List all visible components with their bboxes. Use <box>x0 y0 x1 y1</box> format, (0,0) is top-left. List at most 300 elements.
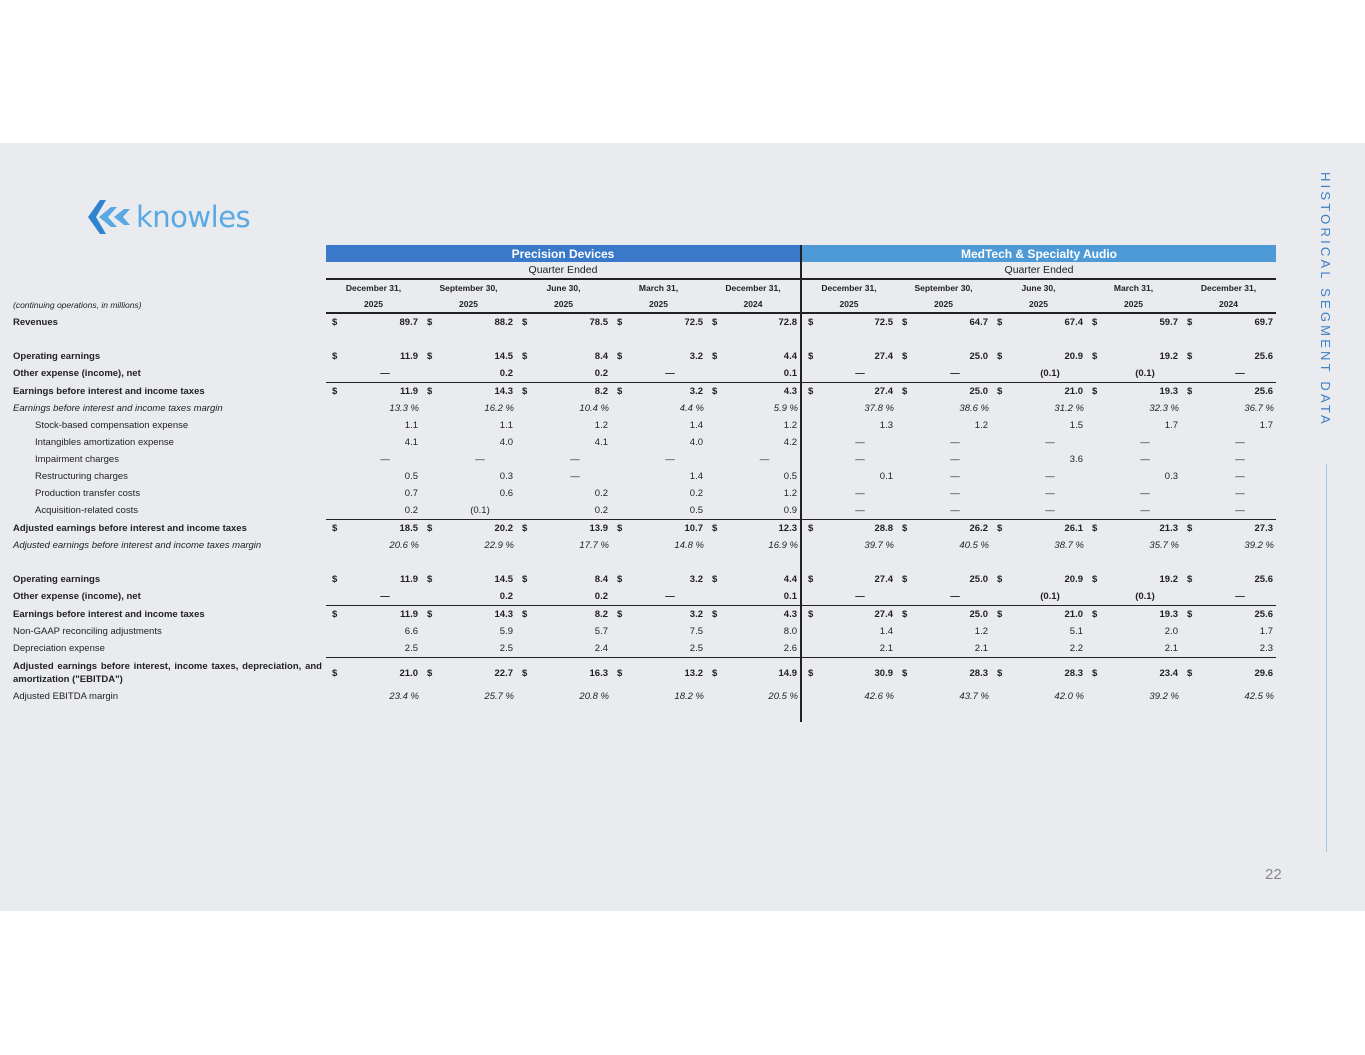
amount-value: (0.1) <box>1100 365 1181 383</box>
table-row <box>8 313 1276 331</box>
currency-symbol: $ <box>997 667 1003 679</box>
amount-value: 72.5 <box>874 317 893 328</box>
margin-value: 38.6 % <box>959 403 989 414</box>
currency-symbol <box>421 640 435 658</box>
currency-symbol <box>1086 451 1100 468</box>
currency-symbol <box>1086 417 1100 434</box>
currency-symbol <box>516 468 530 485</box>
row-label: Acquisition-related costs <box>35 505 138 517</box>
amount-value: 2.5 <box>625 640 706 658</box>
page-number: 22 <box>1265 866 1282 883</box>
currency-symbol: $ <box>332 574 338 585</box>
knowles-chevron-icon <box>86 198 132 236</box>
currency-symbol <box>801 537 815 554</box>
currency-symbol <box>421 468 435 485</box>
amount-value: 25.6 <box>1254 351 1273 362</box>
currency-symbol <box>421 417 435 434</box>
currency-symbol <box>896 400 910 417</box>
amount-value: — <box>910 588 991 606</box>
amount-value: 1.2 <box>974 420 988 431</box>
amount-value: (0.1) <box>1005 588 1086 606</box>
blank-cell <box>530 705 611 722</box>
amount-value: 4.4 <box>783 574 797 585</box>
currency-symbol <box>1086 365 1100 383</box>
currency-symbol <box>516 537 530 554</box>
currency-symbol: $ <box>1187 351 1193 362</box>
currency-symbol: $ <box>1092 351 1098 362</box>
amount-value: 6.6 <box>404 626 418 637</box>
currency-symbol <box>516 640 530 658</box>
blank-cell <box>516 554 530 571</box>
amount-value: — <box>625 365 706 383</box>
amount-value: 14.9 <box>778 667 797 679</box>
currency-symbol: $ <box>902 317 908 328</box>
currency-symbol <box>706 417 720 434</box>
amount-value: 14.3 <box>494 386 513 397</box>
blank-cell <box>625 705 706 722</box>
currency-symbol <box>896 588 910 606</box>
period-year: 2025 <box>1086 296 1181 313</box>
margin-value: 31.2 % <box>1054 403 1084 414</box>
blank-cell <box>8 245 326 262</box>
currency-symbol: $ <box>522 609 528 620</box>
amount-value: — <box>855 488 865 499</box>
blank-cell <box>8 705 326 722</box>
table-row <box>8 400 1276 417</box>
currency-symbol <box>896 502 910 520</box>
blank-cell <box>1195 705 1276 722</box>
amount-value: 23.4 <box>1159 667 1178 679</box>
amount-value: 25.0 <box>969 609 988 620</box>
amount-value: 27.4 <box>874 574 893 585</box>
period-month: December 31, <box>345 283 402 293</box>
blank-cell <box>1100 705 1181 722</box>
blank-cell <box>8 554 326 571</box>
currency-symbol: $ <box>902 386 908 397</box>
margin-value: 20.5 % <box>768 691 798 702</box>
blank-cell <box>326 705 340 722</box>
amount-value: 19.3 <box>1159 386 1178 397</box>
blank-cell <box>910 705 991 722</box>
row-label: Operating earnings <box>13 574 101 585</box>
margin-value: 42.6 % <box>864 691 894 702</box>
amount-value: 30.9 <box>874 667 893 679</box>
segment-title: MedTech & Specialty Audio <box>801 245 1276 262</box>
row-label: Earnings before interest and income taxes margin <box>13 403 223 414</box>
blank-cell <box>1100 554 1181 571</box>
amount-value: 28.3 <box>969 667 988 679</box>
currency-symbol: $ <box>712 609 718 620</box>
blank-cell <box>1086 331 1100 348</box>
amount-value: (0.1) <box>1100 588 1181 606</box>
currency-symbol: $ <box>617 609 623 620</box>
currency-symbol: $ <box>522 351 528 362</box>
amount-value: — <box>855 437 865 448</box>
amount-value: 26.2 <box>969 523 988 534</box>
table-row <box>8 417 1276 434</box>
amount-value: 8.4 <box>594 351 608 362</box>
amount-value: 4.0 <box>689 437 703 448</box>
currency-symbol <box>516 588 530 606</box>
currency-symbol <box>1086 588 1100 606</box>
currency-symbol <box>801 451 815 468</box>
currency-symbol: $ <box>801 606 815 624</box>
table-row <box>8 520 1276 538</box>
amount-value: 0.5 <box>625 502 706 520</box>
amount-value: 5.7 <box>594 626 608 637</box>
amount-value: 28.3 <box>1064 667 1083 679</box>
currency-symbol <box>421 588 435 606</box>
currency-symbol <box>1086 400 1100 417</box>
row-label: Adjusted EBITDA margin <box>13 691 119 702</box>
currency-symbol <box>706 468 720 485</box>
amount-value: 3.6 <box>1069 454 1083 465</box>
currency-symbol: $ <box>1187 574 1193 585</box>
currency-symbol: $ <box>522 667 528 679</box>
margin-value: 35.7 % <box>1149 540 1179 551</box>
amount-value: — <box>665 454 675 465</box>
amount-value: 0.2 <box>689 488 703 499</box>
currency-symbol <box>1086 623 1100 640</box>
blank-cell <box>1086 554 1100 571</box>
blank-cell <box>516 331 530 348</box>
currency-symbol <box>1181 502 1195 520</box>
currency-symbol <box>1181 400 1195 417</box>
blank-cell <box>896 705 910 722</box>
currency-symbol: $ <box>1187 386 1193 397</box>
blank-cell <box>1181 331 1195 348</box>
amount-value: 25.0 <box>969 574 988 585</box>
currency-symbol <box>611 485 625 502</box>
amount-value: — <box>1235 454 1245 465</box>
currency-symbol <box>516 485 530 502</box>
currency-symbol: $ <box>332 351 338 362</box>
amount-value: — <box>570 454 580 465</box>
amount-value: 0.7 <box>404 488 418 499</box>
blank-cell <box>910 554 991 571</box>
currency-symbol: $ <box>712 317 718 328</box>
currency-symbol <box>801 468 815 485</box>
amount-value: 4.3 <box>783 386 797 397</box>
amount-value: 25.0 <box>969 351 988 362</box>
blank-cell <box>326 554 340 571</box>
amount-value: 27.4 <box>874 351 893 362</box>
currency-symbol: $ <box>801 571 815 588</box>
period-year-row <box>8 296 1276 313</box>
currency-symbol <box>801 434 815 451</box>
amount-value: — <box>950 488 960 499</box>
margin-value: 39.2 % <box>1244 540 1274 551</box>
currency-symbol <box>1086 468 1100 485</box>
margin-value: 39.7 % <box>864 540 894 551</box>
amount-value: 20.9 <box>1064 351 1083 362</box>
blank-cell <box>801 705 815 722</box>
amount-value: 0.1 <box>879 471 893 482</box>
amount-value: 67.4 <box>1064 317 1083 328</box>
currency-symbol <box>516 623 530 640</box>
currency-symbol <box>516 400 530 417</box>
amount-value: 16.3 <box>589 667 608 679</box>
amount-value: — <box>815 502 896 520</box>
blank-cell <box>991 705 1005 722</box>
margin-value: 43.7 % <box>959 691 989 702</box>
spacer-row <box>8 705 1276 722</box>
amount-value: — <box>340 365 421 383</box>
currency-symbol: $ <box>617 386 623 397</box>
amount-value: 20.9 <box>1064 574 1083 585</box>
currency-symbol: $ <box>902 609 908 620</box>
table-row <box>8 434 1276 451</box>
blank-cell <box>611 554 625 571</box>
margin-value: 14.8 % <box>674 540 704 551</box>
currency-symbol <box>991 537 1005 554</box>
amount-value: 29.6 <box>1254 667 1273 679</box>
row-label: Other expense (income), net <box>13 591 141 603</box>
currency-symbol <box>1181 468 1195 485</box>
amount-value: — <box>1235 471 1245 482</box>
row-label: Operating earnings <box>13 351 101 362</box>
blank-cell <box>801 331 815 348</box>
blank-cell <box>8 331 326 348</box>
amount-value: 0.1 <box>720 365 801 383</box>
amount-value: 0.2 <box>530 365 611 383</box>
amount-value: — <box>950 437 960 448</box>
currency-symbol: $ <box>801 313 815 331</box>
segment-title: Precision Devices <box>326 245 801 262</box>
amount-value: 3.2 <box>689 609 703 620</box>
currency-symbol <box>611 451 625 468</box>
amount-value: 4.4 <box>783 351 797 362</box>
amount-value: 13.9 <box>589 523 608 534</box>
currency-symbol: $ <box>997 523 1003 534</box>
currency-symbol <box>421 623 435 640</box>
currency-symbol: $ <box>1187 317 1193 328</box>
amount-value: — <box>910 502 991 520</box>
blank-cell <box>1100 331 1181 348</box>
currency-symbol <box>706 400 720 417</box>
currency-symbol <box>991 417 1005 434</box>
units-note: (continuing operations, in millions) <box>13 299 142 310</box>
blank-cell <box>8 262 326 279</box>
amount-value: 19.3 <box>1159 609 1178 620</box>
amount-value: — <box>1140 437 1150 448</box>
amount-value: 88.2 <box>494 317 513 328</box>
margin-value: 16.9 % <box>768 540 798 551</box>
period-type-row <box>8 262 1276 279</box>
currency-symbol <box>1181 640 1195 658</box>
decorative-divider <box>1326 464 1327 852</box>
blank-cell <box>340 554 421 571</box>
currency-symbol <box>326 688 340 705</box>
amount-value: 0.2 <box>340 502 421 520</box>
amount-value: 11.9 <box>400 574 418 585</box>
table-row <box>8 658 1276 689</box>
amount-value: 2.5 <box>435 640 516 658</box>
period-month: December 31, <box>725 283 781 293</box>
table-row <box>8 365 1276 383</box>
amount-value: 21.0 <box>399 667 418 679</box>
blank-cell <box>1195 554 1276 571</box>
amount-value: 2.1 <box>1100 640 1181 658</box>
currency-symbol: $ <box>902 667 908 679</box>
blank-cell <box>706 705 720 722</box>
blank-cell <box>421 705 435 722</box>
amount-value: 89.7 <box>399 317 418 328</box>
amount-value: 27.4 <box>874 386 893 397</box>
table-row <box>8 451 1276 468</box>
row-label: Non-GAAP reconciling adjustments <box>13 626 162 637</box>
amount-value: — <box>950 454 960 465</box>
margin-value: 13.3 % <box>389 403 419 414</box>
currency-symbol: $ <box>801 520 815 538</box>
currency-symbol <box>421 537 435 554</box>
currency-symbol <box>896 417 910 434</box>
currency-symbol: $ <box>712 523 718 534</box>
blank-cell <box>801 554 815 571</box>
currency-symbol <box>801 588 815 606</box>
currency-symbol <box>1086 485 1100 502</box>
amount-value: 5.1 <box>1069 626 1083 637</box>
currency-symbol <box>1181 434 1195 451</box>
currency-symbol: $ <box>712 574 718 585</box>
currency-symbol: $ <box>801 383 815 401</box>
currency-symbol: $ <box>332 317 338 328</box>
blank-cell <box>720 331 801 348</box>
currency-symbol: $ <box>1092 523 1098 534</box>
currency-symbol: $ <box>522 317 528 328</box>
currency-symbol: $ <box>1092 574 1098 585</box>
period-month: December 31, <box>801 279 896 296</box>
margin-value: 40.5 % <box>959 540 989 551</box>
amount-value: — <box>340 588 421 606</box>
currency-symbol <box>991 640 1005 658</box>
amount-value: 14.3 <box>494 609 513 620</box>
period-month-row <box>8 279 1276 296</box>
currency-symbol: $ <box>522 574 528 585</box>
currency-symbol: $ <box>801 348 815 365</box>
currency-symbol: $ <box>902 574 908 585</box>
currency-symbol <box>611 623 625 640</box>
currency-symbol <box>896 365 910 383</box>
amount-value: 26.1 <box>1064 523 1083 534</box>
currency-symbol: $ <box>801 658 815 689</box>
currency-symbol: $ <box>1092 317 1098 328</box>
currency-symbol <box>516 417 530 434</box>
currency-symbol <box>896 688 910 705</box>
blank-cell <box>340 331 421 348</box>
quarter-ended-label: Quarter Ended <box>801 262 1276 279</box>
blank-cell <box>421 331 435 348</box>
currency-symbol <box>991 400 1005 417</box>
amount-value: — <box>855 454 865 465</box>
amount-value: — <box>1195 365 1276 383</box>
amount-value: — <box>1235 437 1245 448</box>
currency-symbol <box>991 434 1005 451</box>
row-label: Revenues <box>13 316 58 328</box>
currency-symbol <box>991 451 1005 468</box>
amount-value: 1.1 <box>499 420 513 431</box>
blank-cell <box>1181 705 1195 722</box>
margin-value: 23.4 % <box>389 691 419 702</box>
amount-value: 28.8 <box>874 523 893 534</box>
amount-value: 25.6 <box>1254 609 1273 620</box>
blank-cell <box>1005 705 1086 722</box>
amount-value: — <box>1140 488 1150 499</box>
currency-symbol <box>801 640 815 658</box>
blank-cell <box>340 705 421 722</box>
blank-cell <box>706 554 720 571</box>
blank-cell <box>611 705 625 722</box>
amount-value: 0.2 <box>435 365 516 383</box>
amount-value: 2.1 <box>815 640 896 658</box>
currency-symbol <box>1181 537 1195 554</box>
blank-cell <box>421 554 435 571</box>
blank-cell <box>516 705 530 722</box>
currency-symbol <box>1086 434 1100 451</box>
blank-cell <box>706 331 720 348</box>
amount-value: 0.2 <box>530 502 611 520</box>
margin-value: 25.7 % <box>484 691 514 702</box>
currency-symbol <box>896 485 910 502</box>
currency-symbol <box>801 623 815 640</box>
amount-value: — <box>1235 488 1245 499</box>
amount-value: 78.5 <box>589 317 608 328</box>
currency-symbol <box>611 688 625 705</box>
amount-value: 22.7 <box>494 667 513 679</box>
blank-cell <box>8 279 326 296</box>
margin-value: 32.3 % <box>1149 403 1179 414</box>
amount-value: 18.5 <box>399 523 418 534</box>
margin-value: 38.7 % <box>1054 540 1084 551</box>
currency-symbol: $ <box>712 667 718 679</box>
currency-symbol: $ <box>1187 523 1193 534</box>
currency-symbol: $ <box>997 317 1003 328</box>
blank-cell <box>815 331 896 348</box>
period-year: 2025 <box>991 296 1086 313</box>
amount-value: 27.4 <box>874 609 893 620</box>
amount-value: 1.4 <box>689 471 703 482</box>
currency-symbol <box>1086 640 1100 658</box>
row-label: Earnings before interest and income taxes <box>13 608 205 620</box>
currency-symbol <box>326 485 340 502</box>
amount-value: 4.0 <box>499 437 513 448</box>
currency-symbol <box>326 502 340 520</box>
row-label: Earnings before interest and income taxes <box>13 385 205 397</box>
currency-symbol <box>706 365 720 383</box>
currency-symbol: $ <box>427 317 433 328</box>
amount-value: 2.1 <box>910 640 991 658</box>
currency-symbol: $ <box>997 574 1003 585</box>
blank-cell <box>530 554 611 571</box>
currency-symbol <box>611 588 625 606</box>
currency-symbol <box>801 502 815 520</box>
amount-value: 0.5 <box>404 471 418 482</box>
amount-value: 8.0 <box>783 626 797 637</box>
blank-cell <box>611 331 625 348</box>
currency-symbol <box>1181 688 1195 705</box>
amount-value: 5.9 <box>499 626 513 637</box>
currency-symbol <box>516 434 530 451</box>
amount-value: — <box>1045 488 1055 499</box>
amount-value: 0.6 <box>499 488 513 499</box>
currency-symbol <box>706 640 720 658</box>
blank-cell <box>720 554 801 571</box>
currency-symbol <box>801 365 815 383</box>
amount-value: — <box>759 454 770 465</box>
currency-symbol: $ <box>332 667 338 679</box>
amount-value: 3.2 <box>689 574 703 585</box>
period-year: 2025 <box>611 296 706 313</box>
